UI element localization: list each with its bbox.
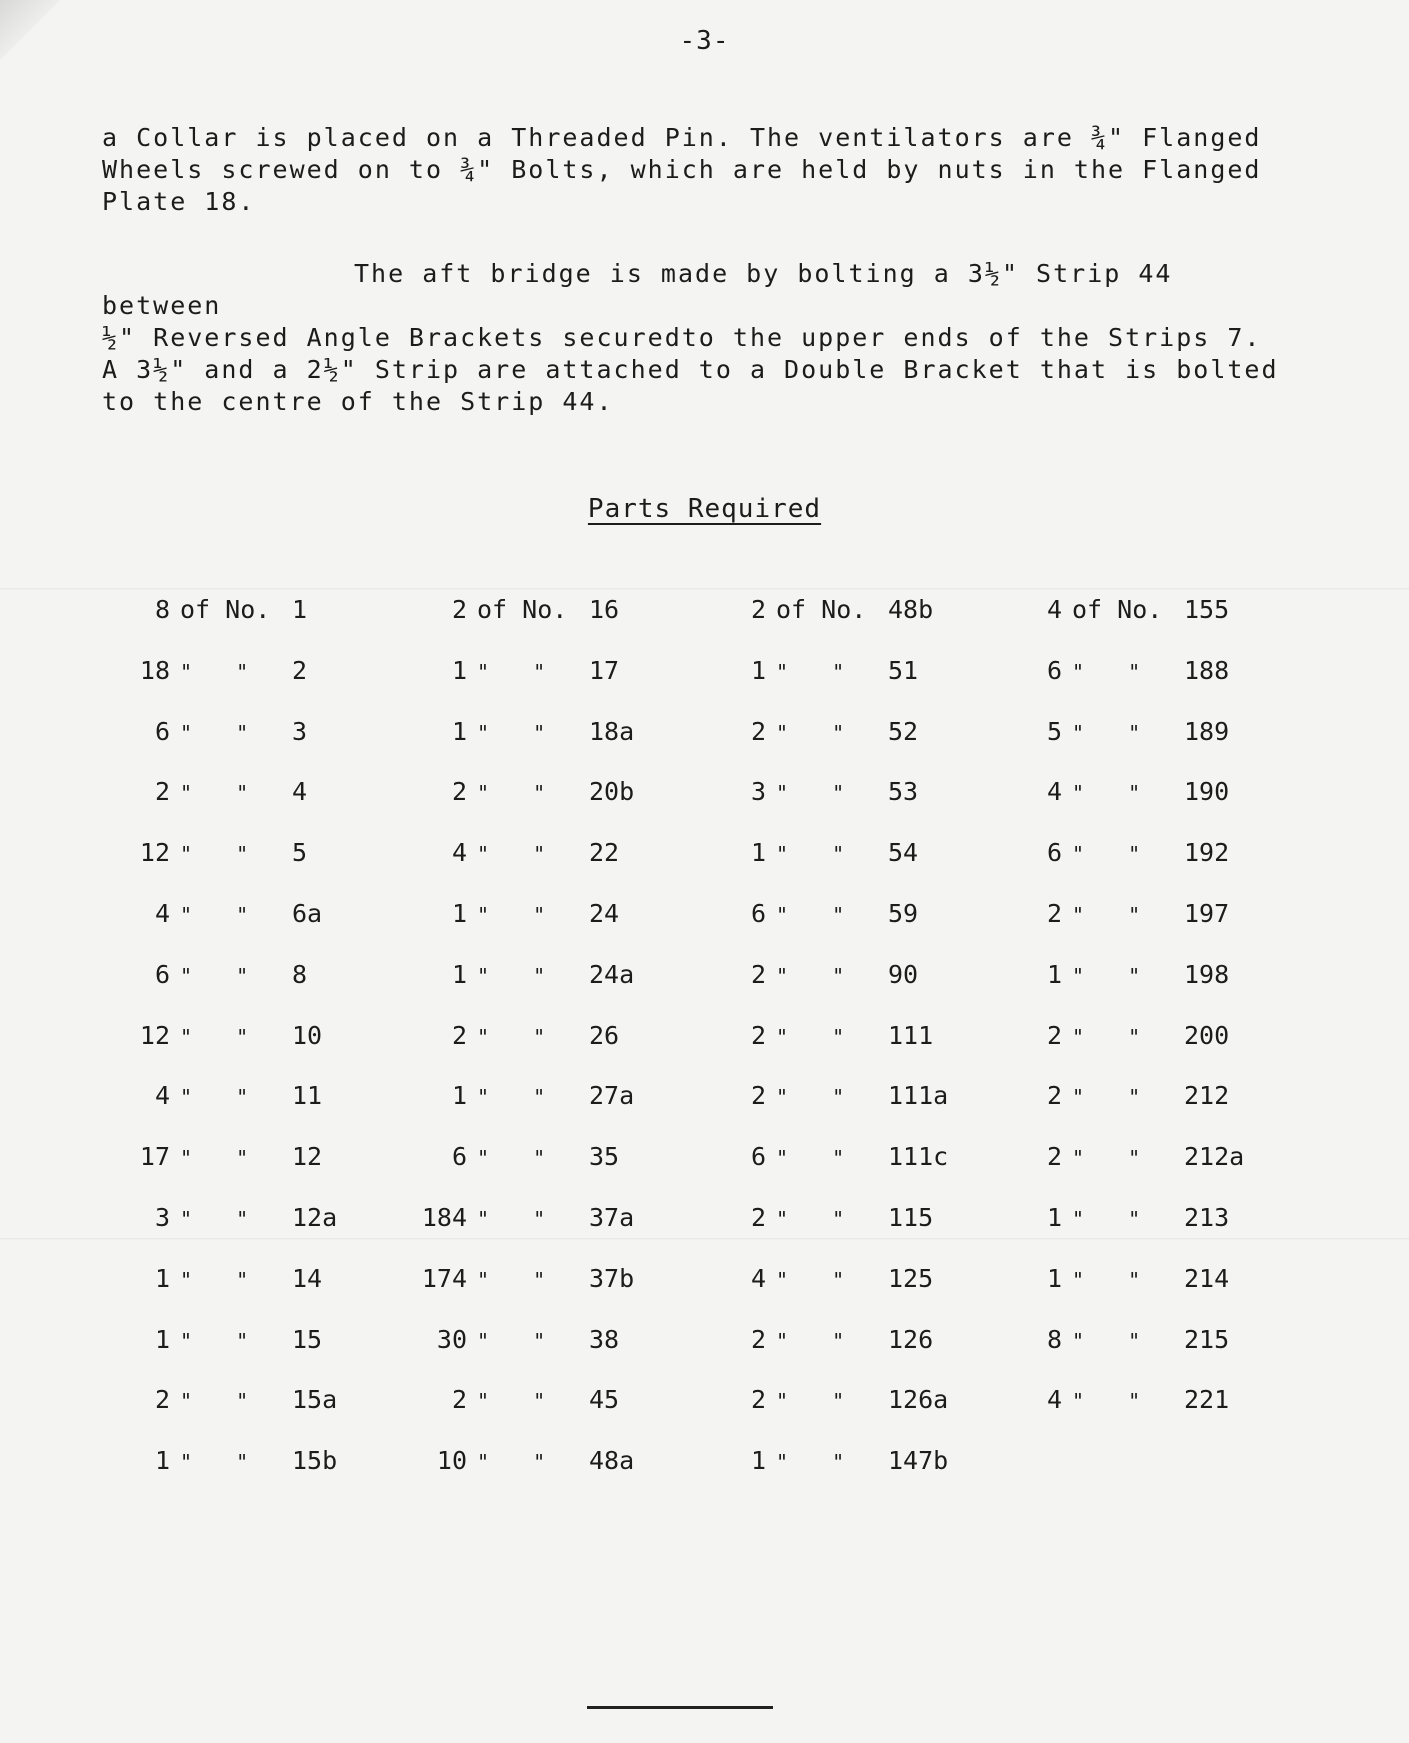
parts-row: [706, 1380, 1006, 1420]
part-quantity: 1: [451, 899, 467, 928]
part-quantity: 1: [154, 1264, 170, 1293]
part-quantity: 2: [154, 1385, 170, 1414]
ditto-mark: " ": [1072, 660, 1157, 684]
part-quantity: 2: [750, 960, 766, 989]
part-number: 90: [888, 960, 919, 989]
end-rule: [587, 1706, 773, 1709]
part-number: 147b: [888, 1446, 949, 1475]
part-number: 15a: [292, 1385, 338, 1414]
parts-row: [407, 590, 707, 630]
part-quantity: 18: [139, 656, 170, 685]
paragraph-aft-bridge: [102, 258, 1302, 418]
part-quantity: 2: [750, 1203, 766, 1232]
part-number: 125: [888, 1264, 934, 1293]
parts-row: [1002, 1076, 1302, 1116]
ditto-mark: " ": [776, 1450, 861, 1474]
part-quantity: 2: [750, 595, 766, 624]
ditto-mark: " ": [477, 964, 562, 988]
part-number: 51: [888, 656, 919, 685]
part-quantity: 2: [750, 1021, 766, 1050]
ditto-mark: " ": [1072, 964, 1157, 988]
parts-row: [706, 1320, 1006, 1360]
part-quantity: 1: [451, 960, 467, 989]
parts-row: [407, 1076, 707, 1116]
ditto-mark: " ": [180, 903, 265, 927]
part-quantity: 6: [451, 1142, 467, 1171]
part-quantity: 1: [451, 656, 467, 685]
parts-heading-text: Parts Required: [587, 494, 822, 524]
part-number: 12: [292, 1142, 323, 1171]
part-number: 16: [589, 595, 620, 624]
part-number: 221: [1184, 1385, 1230, 1414]
ditto-mark: " ": [477, 781, 562, 805]
part-quantity: 4: [1046, 1385, 1062, 1414]
part-number: 53: [888, 777, 919, 806]
ditto-mark: " ": [1072, 842, 1157, 866]
part-number: 214: [1184, 1264, 1230, 1293]
ditto-mark: " ": [1072, 1146, 1157, 1170]
parts-row: [706, 1259, 1006, 1299]
ditto-mark: " ": [477, 1207, 562, 1231]
ditto-mark: " ": [776, 1025, 861, 1049]
part-quantity: 3: [750, 777, 766, 806]
ditto-mark: " ": [776, 1146, 861, 1170]
of-no-label: of No.: [1072, 595, 1163, 624]
part-quantity: 2: [1046, 899, 1062, 928]
part-quantity: 1: [750, 1446, 766, 1475]
part-number: 11: [292, 1081, 323, 1110]
parts-row: [110, 772, 410, 812]
ditto-mark: " ": [776, 1329, 861, 1353]
part-number: 14: [292, 1264, 323, 1293]
part-number: 192: [1184, 838, 1230, 867]
parts-row: [407, 1380, 707, 1420]
parts-row: [706, 590, 1006, 630]
ditto-mark: " ": [1072, 721, 1157, 745]
ditto-mark: " ": [477, 660, 562, 684]
part-quantity: 30: [436, 1325, 467, 1354]
part-number: 2: [292, 656, 308, 685]
ditto-mark: " ": [180, 1268, 265, 1292]
ditto-mark: " ": [180, 1146, 265, 1170]
part-number: 37a: [589, 1203, 635, 1232]
part-number: 115: [888, 1203, 934, 1232]
paragraph-aft-bridge-text: The aft bridge is made by bolting a 3½" Strip 44 between ½" Reversed Angle Brackets securedto the upper ends of the Strips 7. A 3½" and a 2½" Strip are attached to a Double Bracket that is bolted to the centre of the Strip 44.: [102, 259, 1279, 416]
part-number: 35: [589, 1142, 620, 1171]
part-quantity: 1: [1046, 960, 1062, 989]
part-quantity: 2: [750, 717, 766, 746]
parts-row: [706, 1441, 1006, 1481]
part-number: 212: [1184, 1081, 1230, 1110]
part-number: 8: [292, 960, 308, 989]
ditto-mark: " ": [180, 1025, 265, 1049]
part-quantity: 1: [1046, 1203, 1062, 1232]
parts-row: [706, 772, 1006, 812]
parts-row: [110, 1320, 410, 1360]
parts-row: [407, 651, 707, 691]
ditto-mark: " ": [477, 842, 562, 866]
part-quantity: 8: [154, 595, 170, 624]
part-number: 48a: [589, 1446, 635, 1475]
part-quantity: 4: [154, 899, 170, 928]
parts-row: [407, 712, 707, 752]
parts-row: [1002, 1198, 1302, 1238]
ditto-mark: " ": [180, 1389, 265, 1413]
part-number: 155: [1184, 595, 1230, 624]
ditto-mark: " ": [1072, 903, 1157, 927]
part-quantity: 2: [750, 1325, 766, 1354]
parts-row: [706, 894, 1006, 934]
parts-heading: [0, 494, 1409, 524]
part-quantity: 4: [154, 1081, 170, 1110]
parts-row: [407, 1137, 707, 1177]
part-quantity: 174: [421, 1264, 467, 1293]
parts-row: [407, 833, 707, 873]
parts-row: [706, 833, 1006, 873]
part-quantity: 4: [1046, 595, 1062, 624]
ditto-mark: " ": [1072, 1207, 1157, 1231]
ditto-mark: " ": [776, 781, 861, 805]
parts-row: [110, 1198, 410, 1238]
parts-row: [1002, 651, 1302, 691]
part-quantity: 2: [451, 1021, 467, 1050]
parts-row: [1002, 1016, 1302, 1056]
ditto-mark: " ": [477, 1085, 562, 1109]
parts-row: [110, 833, 410, 873]
parts-row: [110, 955, 410, 995]
parts-row: [1002, 833, 1302, 873]
ditto-mark: " ": [180, 660, 265, 684]
part-number: 15b: [292, 1446, 338, 1475]
ditto-mark: " ": [776, 903, 861, 927]
parts-row: [110, 1016, 410, 1056]
parts-row: [1002, 955, 1302, 995]
part-number: 24: [589, 899, 620, 928]
part-number: 190: [1184, 777, 1230, 806]
part-number: 45: [589, 1385, 620, 1414]
parts-row: [706, 1198, 1006, 1238]
ditto-mark: " ": [477, 1146, 562, 1170]
part-quantity: 4: [451, 838, 467, 867]
part-number: 200: [1184, 1021, 1230, 1050]
part-quantity: 4: [750, 1264, 766, 1293]
ditto-mark: " ": [180, 1085, 265, 1109]
part-number: 22: [589, 838, 620, 867]
part-quantity: 8: [1046, 1325, 1062, 1354]
part-quantity: 6: [750, 1142, 766, 1171]
parts-row: [706, 955, 1006, 995]
part-number: 126a: [888, 1385, 949, 1414]
part-number: 59: [888, 899, 919, 928]
part-number: 24a: [589, 960, 635, 989]
part-number: 52: [888, 717, 919, 746]
part-number: 215: [1184, 1325, 1230, 1354]
of-no-label: of No.: [477, 595, 568, 624]
parts-row: [1002, 1259, 1302, 1299]
part-quantity: 2: [451, 777, 467, 806]
parts-row: [110, 1380, 410, 1420]
part-number: 27a: [589, 1081, 635, 1110]
part-quantity: 5: [1046, 717, 1062, 746]
parts-row: [1002, 1380, 1302, 1420]
part-number: 26: [589, 1021, 620, 1050]
part-quantity: 2: [750, 1385, 766, 1414]
part-number: 12a: [292, 1203, 338, 1232]
part-quantity: 1: [451, 717, 467, 746]
ditto-mark: " ": [776, 1207, 861, 1231]
part-number: 213: [1184, 1203, 1230, 1232]
ditto-mark: " ": [180, 781, 265, 805]
parts-row: [1002, 1137, 1302, 1177]
parts-row: [407, 894, 707, 934]
part-number: 17: [589, 656, 620, 685]
part-quantity: 1: [154, 1446, 170, 1475]
paragraph-ventilators: a Collar is placed on a Threaded Pin. The ventilators are ¾" Flanged Wheels screwed on to ¾" Bolts, which are held by nuts in the Flanged Plate 18.: [102, 123, 1262, 216]
ditto-mark: " ": [477, 1389, 562, 1413]
part-number: 212a: [1184, 1142, 1245, 1171]
ditto-mark: " ": [477, 1268, 562, 1292]
parts-row: [407, 955, 707, 995]
part-number: 3: [292, 717, 308, 746]
parts-row: [407, 772, 707, 812]
part-number: 37b: [589, 1264, 635, 1293]
ditto-mark: " ": [1072, 1025, 1157, 1049]
part-number: 5: [292, 838, 308, 867]
part-quantity: 10: [436, 1446, 467, 1475]
parts-row: [706, 1016, 1006, 1056]
part-quantity: 2: [154, 777, 170, 806]
part-quantity: 6: [154, 717, 170, 746]
part-quantity: 2: [1046, 1081, 1062, 1110]
parts-row: [407, 1259, 707, 1299]
ditto-mark: " ": [477, 903, 562, 927]
parts-row: [110, 651, 410, 691]
parts-row: [407, 1016, 707, 1056]
ditto-mark: " ": [180, 964, 265, 988]
part-quantity: 6: [154, 960, 170, 989]
ditto-mark: " ": [776, 964, 861, 988]
part-number: 126: [888, 1325, 934, 1354]
parts-row: [706, 712, 1006, 752]
parts-row: [1002, 712, 1302, 752]
part-quantity: 2: [1046, 1021, 1062, 1050]
ditto-mark: " ": [776, 1389, 861, 1413]
parts-row: [407, 1441, 707, 1481]
of-no-label: of No.: [776, 595, 867, 624]
ditto-mark: " ": [477, 1450, 562, 1474]
ditto-mark: " ": [180, 1450, 265, 1474]
parts-row: [110, 1076, 410, 1116]
part-number: 20b: [589, 777, 635, 806]
part-quantity: 2: [1046, 1142, 1062, 1171]
ditto-mark: " ": [1072, 1389, 1157, 1413]
ditto-mark: " ": [776, 721, 861, 745]
part-quantity: 6: [1046, 838, 1062, 867]
ditto-mark: " ": [180, 721, 265, 745]
parts-row: [706, 1137, 1006, 1177]
ditto-mark: " ": [477, 1025, 562, 1049]
part-quantity: 2: [451, 1385, 467, 1414]
part-quantity: 12: [139, 1021, 170, 1050]
part-quantity: 4: [1046, 777, 1062, 806]
parts-row: [110, 1137, 410, 1177]
ditto-mark: " ": [1072, 781, 1157, 805]
ditto-mark: " ": [776, 1268, 861, 1292]
ditto-mark: " ": [180, 1329, 265, 1353]
ditto-mark: " ": [776, 842, 861, 866]
part-quantity: 2: [451, 595, 467, 624]
part-quantity: 12: [139, 838, 170, 867]
part-number: 1: [292, 595, 308, 624]
ditto-mark: " ": [776, 660, 861, 684]
part-quantity: 2: [750, 1081, 766, 1110]
parts-row: [110, 894, 410, 934]
ditto-mark: " ": [1072, 1329, 1157, 1353]
of-no-label: of No.: [180, 595, 271, 624]
part-quantity: 17: [139, 1142, 170, 1171]
parts-row: [110, 590, 410, 630]
part-quantity: 6: [1046, 656, 1062, 685]
part-number: 18a: [589, 717, 635, 746]
part-number: 111a: [888, 1081, 949, 1110]
part-number: 38: [589, 1325, 620, 1354]
part-number: 188: [1184, 656, 1230, 685]
ditto-mark: " ": [1072, 1268, 1157, 1292]
parts-row: [1002, 772, 1302, 812]
parts-row: [407, 1198, 707, 1238]
page-number: -3-: [679, 26, 730, 56]
part-quantity: 6: [750, 899, 766, 928]
part-number: 197: [1184, 899, 1230, 928]
ditto-mark: " ": [477, 721, 562, 745]
parts-row: [407, 1320, 707, 1360]
part-number: 4: [292, 777, 308, 806]
part-number: 15: [292, 1325, 323, 1354]
parts-row: [1002, 894, 1302, 934]
ditto-mark: " ": [477, 1329, 562, 1353]
part-quantity: 1: [154, 1325, 170, 1354]
ditto-mark: " ": [180, 842, 265, 866]
part-quantity: 1: [750, 838, 766, 867]
part-number: 48b: [888, 595, 934, 624]
part-number: 189: [1184, 717, 1230, 746]
part-quantity: 184: [421, 1203, 467, 1232]
part-number: 54: [888, 838, 919, 867]
ditto-mark: " ": [1072, 1085, 1157, 1109]
parts-row: [706, 651, 1006, 691]
ditto-mark: " ": [180, 1207, 265, 1231]
part-number: 111c: [888, 1142, 949, 1171]
part-quantity: 1: [750, 656, 766, 685]
ditto-mark: " ": [776, 1085, 861, 1109]
parts-row: [110, 1259, 410, 1299]
part-quantity: 1: [1046, 1264, 1062, 1293]
parts-row: [1002, 1320, 1302, 1360]
parts-row: [1002, 590, 1302, 630]
part-number: 6a: [292, 899, 323, 928]
parts-row: [110, 1441, 410, 1481]
part-number: 111: [888, 1021, 934, 1050]
part-number: 10: [292, 1021, 323, 1050]
part-quantity: 1: [451, 1081, 467, 1110]
parts-row: [110, 712, 410, 752]
part-quantity: 3: [154, 1203, 170, 1232]
part-number: 198: [1184, 960, 1230, 989]
parts-row: [706, 1076, 1006, 1116]
